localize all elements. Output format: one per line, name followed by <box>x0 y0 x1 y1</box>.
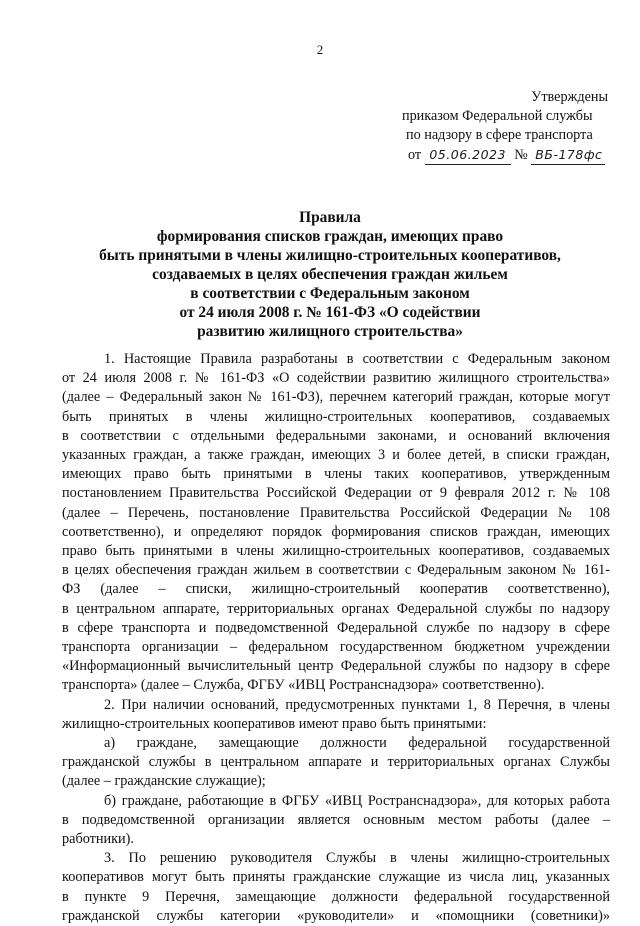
approval-stamp-block <box>390 88 620 165</box>
document-body <box>62 350 610 926</box>
body-text-line: (далее – Перечень, постановление Правительства Российской Федерации № 108 <box>62 504 610 521</box>
number-label: № <box>514 147 528 163</box>
body-text-line: гражданской службы в центральном аппарате и территориальных органах Службы <box>62 754 610 771</box>
title-line: от 24 июля 2008 г. № 161-ФЗ «О содействии <box>179 304 481 321</box>
body-text-line: в подведомственной организации является основным местом работы (далее – <box>62 811 610 828</box>
body-text-line: (далее – гражданские служащие); <box>62 773 266 790</box>
body-text-line: транспорта» (далее – Служба, ФГБУ «ИВЦ Ространснадзора» соответственно). <box>62 677 545 694</box>
body-text-line: быть принятых в члены жилищно-строительных кооперативов, создаваемых <box>62 408 610 425</box>
body-text-line: кооперативов могут быть приняты гражданские служащие из числа лиц, указанных <box>62 869 610 886</box>
body-text-line: в соответствии с отдельными федеральными законами, и оснований включения <box>62 427 610 444</box>
body-text-line: в сфере транспорта и подведомственной Федеральной службе по надзору в сфере <box>62 619 610 636</box>
body-text-line: «Информационный вычислительный центр Федеральной службы по надзору в сфере <box>62 658 610 675</box>
title-line: Правила <box>299 209 361 226</box>
body-text-line: ФЗ (далее – списки, жилищно-строительный кооператив соответственно), <box>62 581 610 598</box>
approval-line-approved: Утверждены <box>531 89 608 105</box>
body-text-line: право быть принятыми в члены жилищно-строительных кооперативов, создаваемых <box>62 543 610 560</box>
body-text-line: от 24 июля 2008 г. № 161-ФЗ «О содействии развитию жилищного строительства» <box>62 370 610 387</box>
page-number: 2 <box>316 42 324 57</box>
from-label: от <box>408 147 422 163</box>
approval-line-date-number <box>390 145 620 165</box>
handwritten-number: ВБ-178фс <box>531 145 605 165</box>
body-text-line: в целях обеспечения граждан жильем в соответствии с Федеральным законом № 161- <box>62 562 610 579</box>
body-text-line: гражданской службы категории «руководители» и «помощники (советники)» <box>62 907 610 924</box>
document-title <box>60 208 600 341</box>
body-text-line: 2. При наличии оснований, предусмотренных пунктами 1, 8 Перечня, в члены <box>104 696 610 713</box>
title-line: в соответствии с Федеральным законом <box>190 285 470 302</box>
body-text-line: в пункте 9 Перечня, замещающие должности федеральной государственной <box>62 888 610 905</box>
approval-line-order: приказом Федеральной службы <box>402 108 593 124</box>
body-text-line: соответственно), и определяют порядок формирования списков граждан, имеющих <box>62 523 610 540</box>
body-text-line: постановлением Правительства Российской Федерации от 9 февраля 2012 г. № 108 <box>62 485 610 502</box>
title-line: развитию жилищного строительства» <box>197 323 463 340</box>
body-text-line: 1. Настоящие Правила разработаны в соответствии с Федеральным законом <box>104 351 610 367</box>
handwritten-date: 05.06.2023 <box>425 145 511 165</box>
body-text-line: (далее – Федеральный закон № 161-ФЗ), перечнем категорий граждан, которые могут <box>62 389 610 406</box>
body-text-line: в центральном аппарате, территориальных органах Федеральной службы по надзору <box>62 600 610 617</box>
title-line: быть принятыми в члены жилищно-строительных кооперативов, <box>99 247 561 264</box>
title-line: формирования списков граждан, имеющих право <box>156 228 504 245</box>
body-text-line: б) граждане, работающие в ФГБУ «ИВЦ Ространснадзора», для которых работа <box>104 792 610 809</box>
body-text-line: 3. По решению руководителя Службы в члены жилищно-строительных <box>104 850 610 867</box>
body-text-line: транспорта организации – федеральном государственном бюджетном учреждении <box>62 639 610 656</box>
body-text-line: указанных граждан, а также граждан, имеющих 3 и более детей, в списки граждан, <box>62 447 610 464</box>
body-text-line: жилищно-строительных кооперативов имеют право быть принятыми: <box>62 715 487 732</box>
approval-line-agency: по надзору в сфере транспорта <box>406 127 593 143</box>
body-text-line: имеющих право быть принятыми в члены таких кооперативов, утвержденным <box>62 466 610 483</box>
body-text-line: работники). <box>62 831 134 848</box>
title-line: создаваемых в целях обеспечения граждан жильем <box>152 266 508 283</box>
body-text-line: а) граждане, замещающие должности федеральной государственной <box>104 735 610 752</box>
